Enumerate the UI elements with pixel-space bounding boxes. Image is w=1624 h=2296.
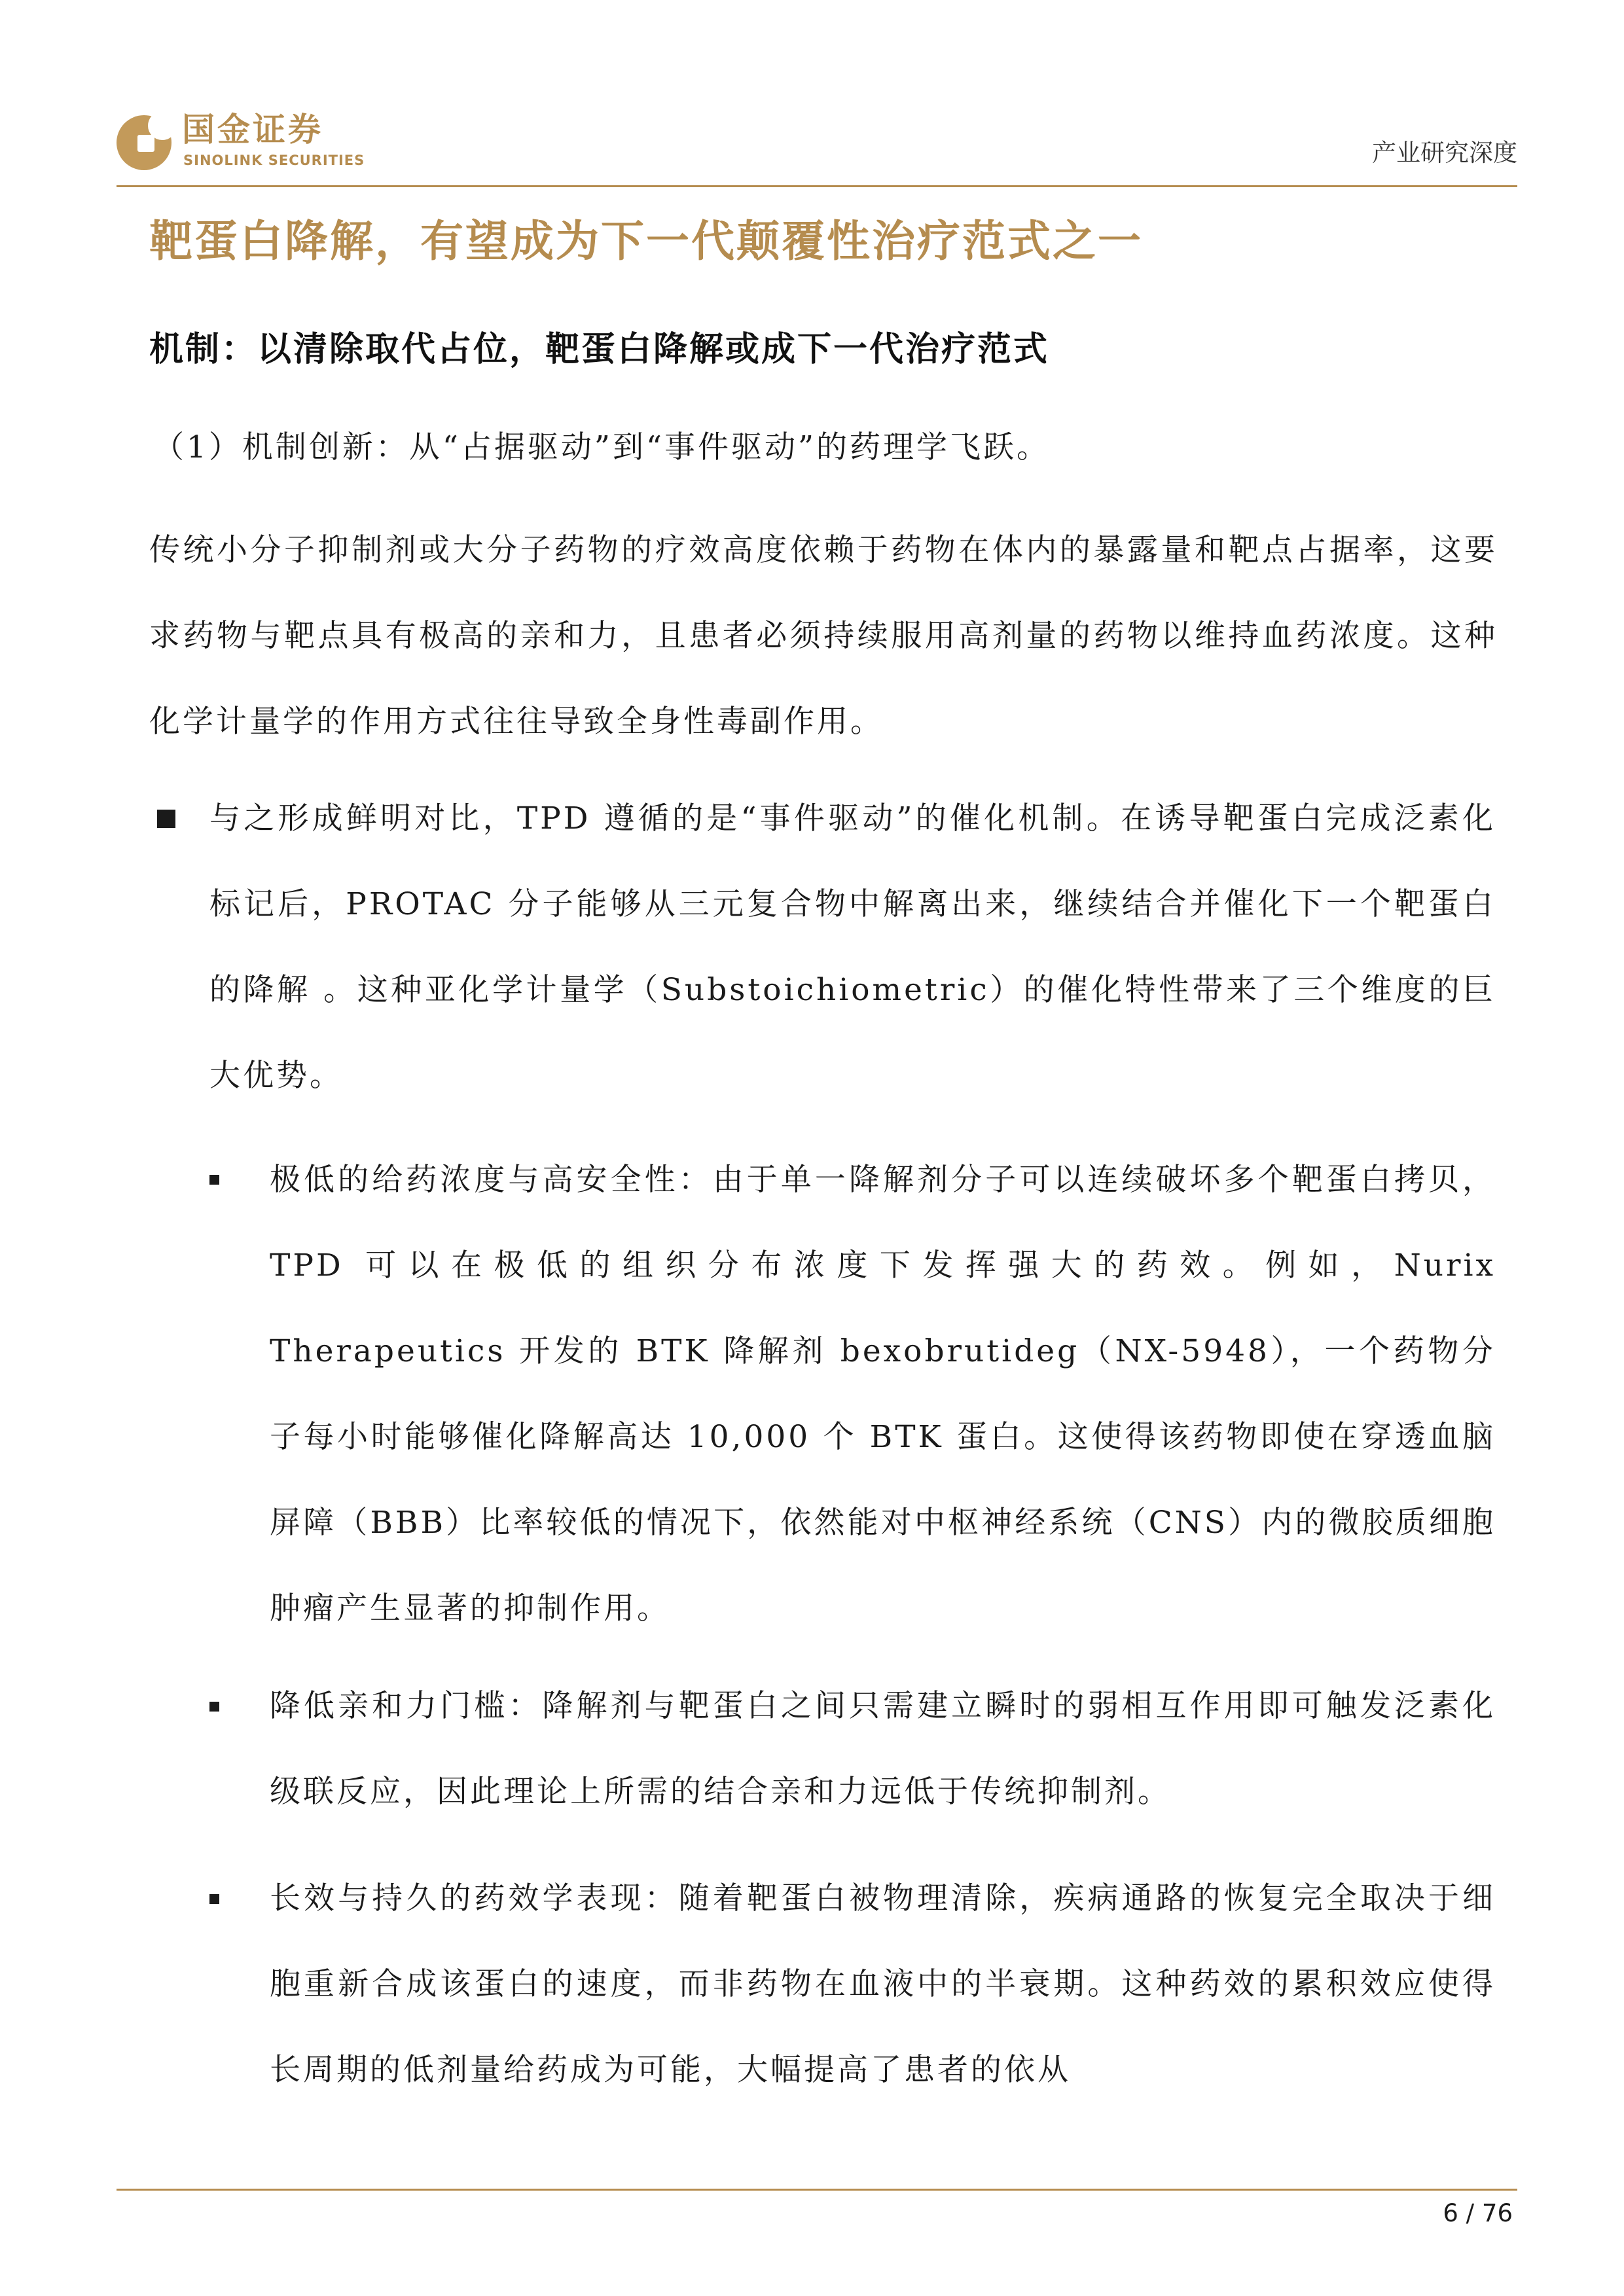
sub-bullet-low-dose: 极低的给药浓度与高安全性：由于单一降解剂分子可以连续破坏多个靶蛋白拷贝，TPD 可以在极低的组织分布浓度下发挥强大的药效。例如，Nurix Therapeutics 开发的 BTK 降解剂 bexobrutideg（NX-5948），一个药物分子每小时能够催化降解高达 10,000 个 BTK 蛋白。这使得该药物即使在穿透血脑屏障（BBB）比率较低的情况下，依然能对中枢神经系统（CNS）内的微胶质细胞肿瘤产生显著的抑制作用。: [270, 1162, 1496, 1626]
sub-bullet-icon: [209, 1175, 219, 1185]
bullet-tpd-mechanism: 与之形成鲜明对比，TPD 遵循的是“事件驱动”的催化机制。在诱导靶蛋白完成泛素化标记后，PROTAC 分子能够从三元复合物中解离出来，继续结合并催化下一个靶蛋白的降解 。这种亚化学计量学（Substoichiometric）的催化特性带来了三个维度的巨大优势。: [209, 800, 1496, 1094]
logo-chinese-name: 国金证券: [182, 111, 323, 149]
sub-bullet-icon: [209, 1702, 219, 1712]
bullet-square-icon: [157, 810, 175, 828]
page-title: 靶蛋白降解，有望成为下一代颠覆性治疗范式之一: [149, 216, 1143, 266]
header-divider: [117, 185, 1517, 187]
paragraph-traditional-drugs: 传统小分子抑制剂或大分子药物的疗效高度依赖于药物在体内的暴露量和靶点占据率，这要求药物与靶点具有极高的亲和力，且患者必须持续服用高剂量的药物以维持血药浓度。这种化学计量学的作用方式往往导致全身性毒副作用。: [149, 532, 1498, 740]
logo-english-name: SINOLINK SECURITIES: [183, 152, 365, 168]
section-subtitle: 机制：以清除取代占位，靶蛋白降解或成下一代治疗范式: [149, 330, 1050, 369]
footer-divider: [117, 2189, 1517, 2191]
sub-bullet-affinity: 降低亲和力门槛：降解剂与靶蛋白之间只需建立瞬时的弱相互作用即可触发泛素化级联反应，因此理论上所需的结合亲和力远低于传统抑制剂。: [270, 1688, 1496, 1810]
page-number: 6 / 76: [1443, 2199, 1513, 2227]
section-label: 产业研究深度: [1372, 139, 1517, 167]
sub-bullet-icon: [209, 1894, 219, 1904]
logo-icon: [117, 115, 171, 170]
sub-bullet-durable-effect: 长效与持久的药效学表现：随着靶蛋白被物理清除，疾病通路的恢复完全取决于细胞重新合成该蛋白的速度，而非药物在血液中的半衰期。这种药效的累积效应使得长周期的低剂量给药成为可能，大幅提高了患者的依从: [270, 1880, 1496, 2088]
company-logo: [117, 110, 391, 175]
mechanism-heading: （1）机制创新：从“占据驱动”到“事件驱动”的药理学飞跃。: [153, 429, 1051, 465]
